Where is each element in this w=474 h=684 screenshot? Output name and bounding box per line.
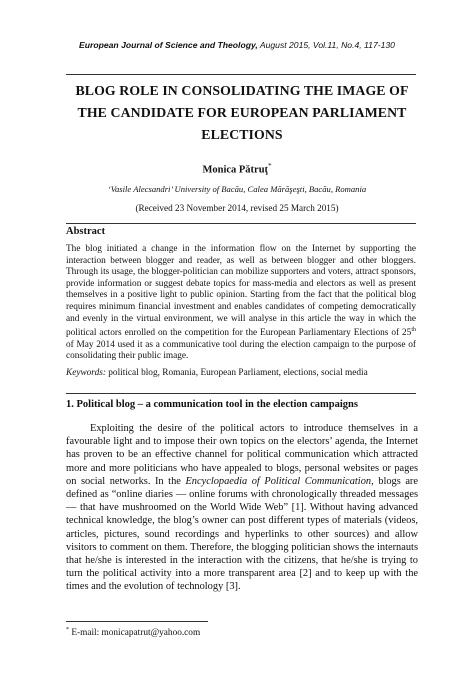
author-line <box>0 162 474 176</box>
abstract-ordinal-sup: th <box>411 327 416 334</box>
section-heading: 1. Political blog – a communication tool in the election campaigns <box>66 399 358 410</box>
body-text-part-1: Exploiting the desire of the political actors to introduce themselves in a favourable light and to impose their own topics on the electors’ agenda, the Internet has proven to be an effective channel for political communication which attracted more and more politicians who have appealed to blogs, personal websites or pages on social networks. In the <box>66 423 418 487</box>
abstract-text-main: The blog initiated a change in the information flow on the Internet by supporting the interaction between blogger and reader, as well as between blogger and other bloggers. Through its usage, the blogger-politician can mobilize supporters and voters, attract sponsors, provide information or suggest debate topics for mass-media and electors as well as present themselves in a positive light to public opinion. Starting from the fact that the political blog requires minimum financial investment and enables candidates of competing democratically and evenly in the virtual environment, we will analyse in this article the way in which the political actors enrolled on the competition for the European Parliamentary Elections of 25 <box>66 244 416 339</box>
footnote <box>66 627 200 638</box>
abstract-text <box>66 244 416 363</box>
title-line-1: BLOG ROLE IN CONSOLIDATING THE IMAGE OF <box>75 83 409 98</box>
author-name: Monica Pătruţ <box>202 164 269 176</box>
journal-header <box>0 40 474 50</box>
abstract-rule <box>66 223 416 224</box>
author-footnote-marker: * <box>268 162 272 170</box>
received-dates: (Received 23 November 2014, revised 25 March 2015) <box>135 203 339 213</box>
issue-info: August 2015, Vol.11, No.4, 117-130 <box>259 40 395 50</box>
section-rule <box>66 393 416 394</box>
author-affiliation: ‘Vasile Alecsandri’ University of Bacău, Calea Mărăşeşti, Bacău, Romania <box>107 184 367 194</box>
section-body <box>66 422 418 594</box>
journal-name: European Journal of Science and Theology, <box>79 40 258 50</box>
footnote-marker: * <box>66 627 69 633</box>
footnote-rule <box>66 621 208 622</box>
title-line-2: THE CANDIDATE FOR EUROPEAN PARLIAMENT <box>77 105 407 120</box>
title-rule <box>66 74 416 75</box>
abstract-heading: Abstract <box>66 226 106 237</box>
keywords-values: political blog, Romania, European Parliament, elections, social media <box>105 368 368 378</box>
keywords-label: Keywords: <box>66 368 106 378</box>
title-line-3: ELECTIONS <box>201 127 283 142</box>
footnote-email: E-mail: monicapatrut@yahoo.com <box>69 628 201 639</box>
abstract-text-end: of May 2014 used it as a communicative tool during the election campaign to the purpose of consolidating their public image. <box>66 339 416 362</box>
body-text-part-2: , blogs are defined as “online diaries — online forums with chronologically threaded messages — that have mushroomed on the World Wide Web” [1]. Without having advanced technical knowledge, the blog’s owner can post different types of materials (videos, articles, pictures, sound recordings and hyperlinks to other sources) and allow visitors to comment on them. Therefore, the blogging politician shows the internauts that he/she is interested in the interaction with the citizens, that he/she is trying to turn the political activity into a more transparent area [2] and to keep up with the times and the evolution of technology [3]. <box>66 475 418 593</box>
encyclopaedia-reference: Encyclopaedia of Political Communication <box>185 475 372 487</box>
paper-title <box>62 80 422 146</box>
keywords <box>66 368 416 378</box>
